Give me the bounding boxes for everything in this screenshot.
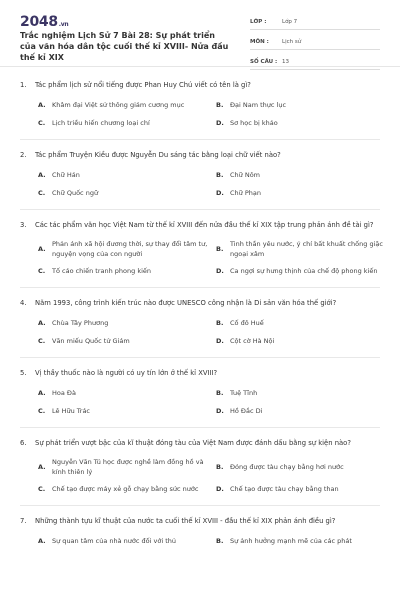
answer-option[interactable] <box>38 265 210 277</box>
option-text: Lê Hữu Trác <box>52 407 91 415</box>
header-divider <box>0 66 400 67</box>
option-letter: A. <box>38 537 46 545</box>
option-text: Đóng được tàu chạy bằng hơi nước <box>230 463 344 471</box>
option-text: Tuệ Tĩnh <box>230 389 258 397</box>
option-text: Chế tạo được tàu chạy bằng than <box>230 485 339 493</box>
answer-option[interactable] <box>216 405 388 417</box>
meta-label: SỐ CÂU : <box>250 58 278 65</box>
option-letter: D. <box>216 485 224 493</box>
question-divider <box>20 427 380 428</box>
question-divider <box>20 139 380 140</box>
question-item <box>0 80 400 140</box>
question-item <box>0 298 400 358</box>
answer-option[interactable] <box>216 265 388 277</box>
option-letter: C. <box>38 485 46 493</box>
option-text: Văn miếu Quốc tử Giám <box>52 337 130 345</box>
question-text <box>20 438 380 449</box>
answer-option[interactable] <box>38 99 210 111</box>
answer-option[interactable] <box>38 317 210 329</box>
answer-option[interactable] <box>38 405 210 417</box>
option-letter: A. <box>38 463 46 471</box>
option-text: Khâm đại Việt sử thông giám cương mục <box>52 101 185 109</box>
question-list <box>0 80 400 547</box>
option-letter: C. <box>38 337 46 345</box>
question-body: Năm 1993, công trình kiến trúc nào được UNESCO công nhận là Di sản văn hóa thế giới? <box>35 299 337 307</box>
option-text: Tinh thần yêu nước, ý chí bất khuất chống giặc ngoại xâm <box>230 240 383 258</box>
answer-option[interactable] <box>216 387 388 399</box>
answer-option[interactable] <box>216 169 388 181</box>
meta-value: 13 <box>282 58 289 65</box>
answer-option[interactable] <box>216 335 388 347</box>
option-letter: D. <box>216 267 224 275</box>
question-divider <box>20 505 380 506</box>
header <box>0 0 400 64</box>
option-text: Sự quan tâm của nhà nước đối với thủ <box>52 537 177 545</box>
question-divider <box>20 209 380 210</box>
answer-option[interactable] <box>38 387 210 399</box>
option-text: Hoa Đà <box>52 389 76 397</box>
option-letter: B. <box>216 101 224 109</box>
option-text: Cột cờ Hà Nội <box>230 337 275 345</box>
meta-row <box>250 54 380 70</box>
question-body: Sự phát triển vượt bậc của kĩ thuật đóng tàu của Việt Nam được đánh dấu bằng sự kiện nào? <box>35 439 351 447</box>
option-grid <box>38 535 380 547</box>
meta-label: MÔN : <box>250 38 269 45</box>
option-text: Nguyễn Văn Tú học được nghề làm đồng hồ và kính thiên lý <box>52 458 204 476</box>
meta-value: Lớp 7 <box>282 18 298 25</box>
question-number: 3. <box>20 221 27 229</box>
answer-option[interactable] <box>38 535 210 547</box>
option-text: Chữ Quốc ngữ <box>52 189 99 197</box>
option-letter: C. <box>38 119 46 127</box>
question-body: Vị thầy thuốc nào là người có uy tín lớn ở thế kỉ XVIII? <box>35 369 218 377</box>
answer-option[interactable] <box>216 99 388 111</box>
answer-option[interactable] <box>38 457 210 477</box>
option-text: Ca ngợi sự hưng thịnh của chế độ phong kiến <box>230 267 378 275</box>
option-text: Chữ Phạn <box>230 189 261 197</box>
option-grid <box>38 99 380 129</box>
option-grid <box>38 457 380 495</box>
answer-option[interactable] <box>216 117 388 129</box>
option-text: Tố cáo chiến tranh phong kiến <box>52 267 152 275</box>
option-letter: A. <box>38 245 46 253</box>
question-item <box>0 438 400 506</box>
option-letter: B. <box>216 463 224 471</box>
question-body: Tác phẩm lịch sử nổi tiếng được Phan Huy Chú viết có tên là gì? <box>35 81 251 89</box>
option-letter: B. <box>216 171 224 179</box>
option-text: Chữ Hán <box>52 171 80 179</box>
option-text: Sơ học bị khảo <box>230 119 278 127</box>
option-letter: D. <box>216 119 224 127</box>
answer-option[interactable] <box>216 457 388 477</box>
option-letter: B. <box>216 245 224 253</box>
meta-value: Lịch sử <box>282 38 302 45</box>
answer-option[interactable] <box>38 117 210 129</box>
question-text <box>20 516 380 527</box>
option-text: Sự ảnh hưởng mạnh mẽ của các phát <box>230 537 352 545</box>
option-letter: C. <box>38 267 46 275</box>
option-text: Phản ánh xã hội đương thời, sự thay đổi tâm tư, nguyện vọng của con người <box>52 240 208 258</box>
logo-suffix: .vn <box>58 21 69 28</box>
option-letter: D. <box>216 189 224 197</box>
option-letter: A. <box>38 101 46 109</box>
answer-option[interactable] <box>216 317 388 329</box>
question-item <box>0 368 400 428</box>
question-item <box>0 220 400 288</box>
question-number: 6. <box>20 439 27 447</box>
question-text <box>20 220 380 231</box>
option-text: Chữ Nôm <box>230 171 261 179</box>
option-letter: A. <box>38 171 46 179</box>
meta-row <box>250 14 380 30</box>
question-text <box>20 368 380 379</box>
answer-option[interactable] <box>38 169 210 181</box>
option-text: Cố đô Huế <box>230 319 264 327</box>
option-letter: D. <box>216 337 224 345</box>
option-text: Chùa Tây Phương <box>52 319 109 327</box>
option-letter: B. <box>216 319 224 327</box>
question-body: Những thành tựu kĩ thuật của nước ta cuối thế kỉ XVIII - đầu thế kỉ XIX phản ánh điều gì? <box>35 517 336 525</box>
question-body: Tác phẩm Truyện Kiều được Nguyễn Du sáng tác bằng loại chữ viết nào? <box>35 151 281 159</box>
answer-option[interactable] <box>38 483 210 495</box>
question-text <box>20 80 380 91</box>
answer-option[interactable] <box>216 535 388 547</box>
option-letter: C. <box>38 407 46 415</box>
page-title: Trắc nghiệm Lịch Sử 7 Bài 28: Sự phát triển của văn hóa dân tộc cuối thế kỉ XVIII- Nửa đầu thế kỉ XIX <box>20 31 229 62</box>
option-text: Đại Nam thực lục <box>230 101 287 109</box>
question-number: 7. <box>20 517 27 525</box>
option-grid <box>38 239 383 277</box>
question-number: 5. <box>20 369 27 377</box>
meta-row <box>250 34 380 50</box>
question-number: 2. <box>20 151 27 159</box>
option-letter: B. <box>216 389 224 397</box>
answer-option[interactable] <box>216 239 388 259</box>
option-grid <box>38 387 380 417</box>
logo-text: 2048 <box>20 14 58 30</box>
question-item <box>0 516 400 547</box>
question-number: 1. <box>20 81 27 89</box>
option-text: Hồ Đắc Di <box>230 407 263 415</box>
meta-label: LỚP : <box>250 18 267 25</box>
question-divider <box>20 357 380 358</box>
answer-option[interactable] <box>38 335 210 347</box>
answer-option[interactable] <box>38 187 210 199</box>
option-text: Chế tạo được máy xẻ gỗ chạy bằng sức nước <box>52 485 199 493</box>
quiz-meta <box>250 14 380 70</box>
answer-option[interactable] <box>216 483 388 495</box>
option-letter: B. <box>216 537 224 545</box>
option-letter: C. <box>38 189 46 197</box>
site-logo[interactable] <box>20 14 68 30</box>
option-letter: A. <box>38 319 46 327</box>
question-text <box>20 150 380 161</box>
answer-option[interactable] <box>38 239 210 259</box>
question-item <box>0 150 400 210</box>
option-letter: A. <box>38 389 46 397</box>
option-grid <box>38 317 380 347</box>
question-divider <box>20 287 380 288</box>
question-text <box>20 298 380 309</box>
option-grid <box>38 169 380 199</box>
option-text: Lịch triều hiến chương loại chí <box>52 119 150 127</box>
option-letter: D. <box>216 407 224 415</box>
question-body: Các tác phẩm văn học Việt Nam từ thế kỉ XVIII đến nửa đầu thế kỉ XIX tập trung phản ánh đề tài gì? <box>35 221 374 229</box>
answer-option[interactable] <box>216 187 388 199</box>
question-number: 4. <box>20 299 27 307</box>
